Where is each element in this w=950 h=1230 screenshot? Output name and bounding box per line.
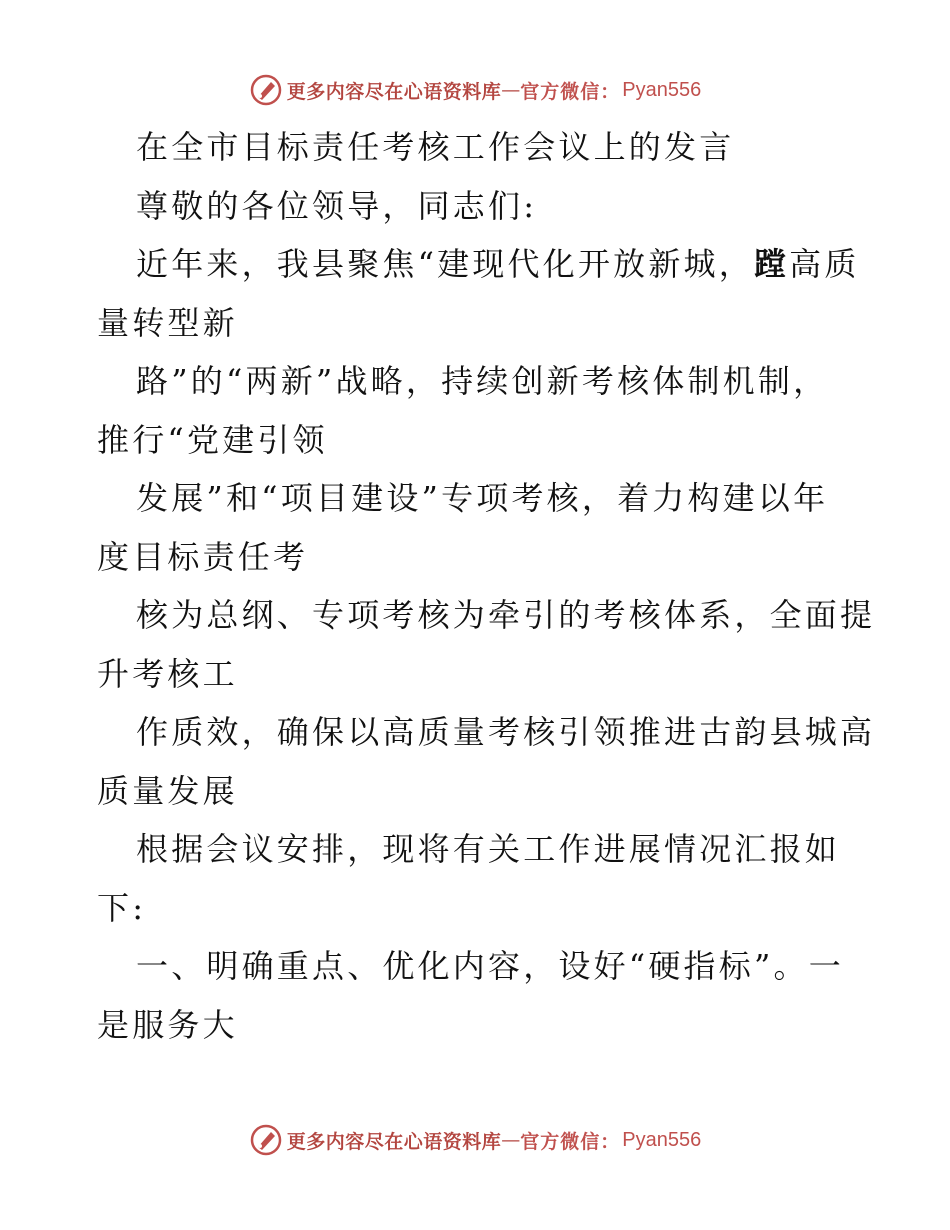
paragraph-line	[97, 235, 860, 294]
salutation: 尊敬的各位领导，同志们:	[136, 186, 538, 225]
section-heading-line: 一、明确重点、优化内容，设好“硬指标”。一	[136, 947, 844, 985]
document-body	[97, 118, 876, 1054]
banner-text: 更多内容尽在心语资料库	[286, 80, 502, 103]
pen-nib-icon	[249, 73, 283, 107]
pen-nib-icon	[249, 1123, 283, 1157]
banner-wechat-label: 官方微信：	[520, 80, 621, 103]
paragraph-line: 核为总纲、专项考核为牵引的考核体系，全面提	[136, 596, 876, 634]
paragraph-line: 根据会议安排，现将有关工作进展情况汇报如	[136, 830, 841, 868]
banner-wechat-label: 官方微信：	[520, 1130, 621, 1153]
banner-separator: —	[501, 79, 521, 101]
document-title: 在全市目标责任考核工作会议上的发言	[136, 128, 735, 166]
paragraph-line: 下:	[97, 888, 147, 927]
paragraph-line: 度目标责任考	[97, 537, 309, 576]
paragraph-line: 推行“党建引领	[97, 420, 328, 459]
footer-watermark-banner	[0, 1120, 950, 1160]
banner-wechat-id: Pyan556	[622, 78, 702, 101]
paragraph-line: 质量发展	[97, 771, 238, 810]
paragraph-line: 是服务大	[97, 1005, 238, 1044]
paragraph-line: 发展”和“项目建设”专项考核，着力构建以年	[136, 479, 829, 517]
banner-text: 更多内容尽在心语资料库	[286, 1130, 502, 1153]
paragraph-line: 作质效，确保以高质量考核引领推进古韵县城高	[136, 713, 876, 751]
text-run: 近年来，我县聚焦“建现代化开放新城，	[136, 245, 754, 283]
banner-separator: —	[501, 1129, 521, 1151]
paragraph-line: 升考核工	[97, 654, 238, 693]
paragraph-line: 量转型新	[97, 303, 238, 342]
header-watermark-banner	[0, 70, 950, 110]
banner-wechat-id: Pyan556	[622, 1128, 702, 1151]
paragraph-line: 路”的“两新”战略，持续创新考核体制机制，	[136, 362, 829, 400]
highlight-char: 蹚	[753, 245, 790, 283]
text-run: 高质	[789, 245, 860, 283]
